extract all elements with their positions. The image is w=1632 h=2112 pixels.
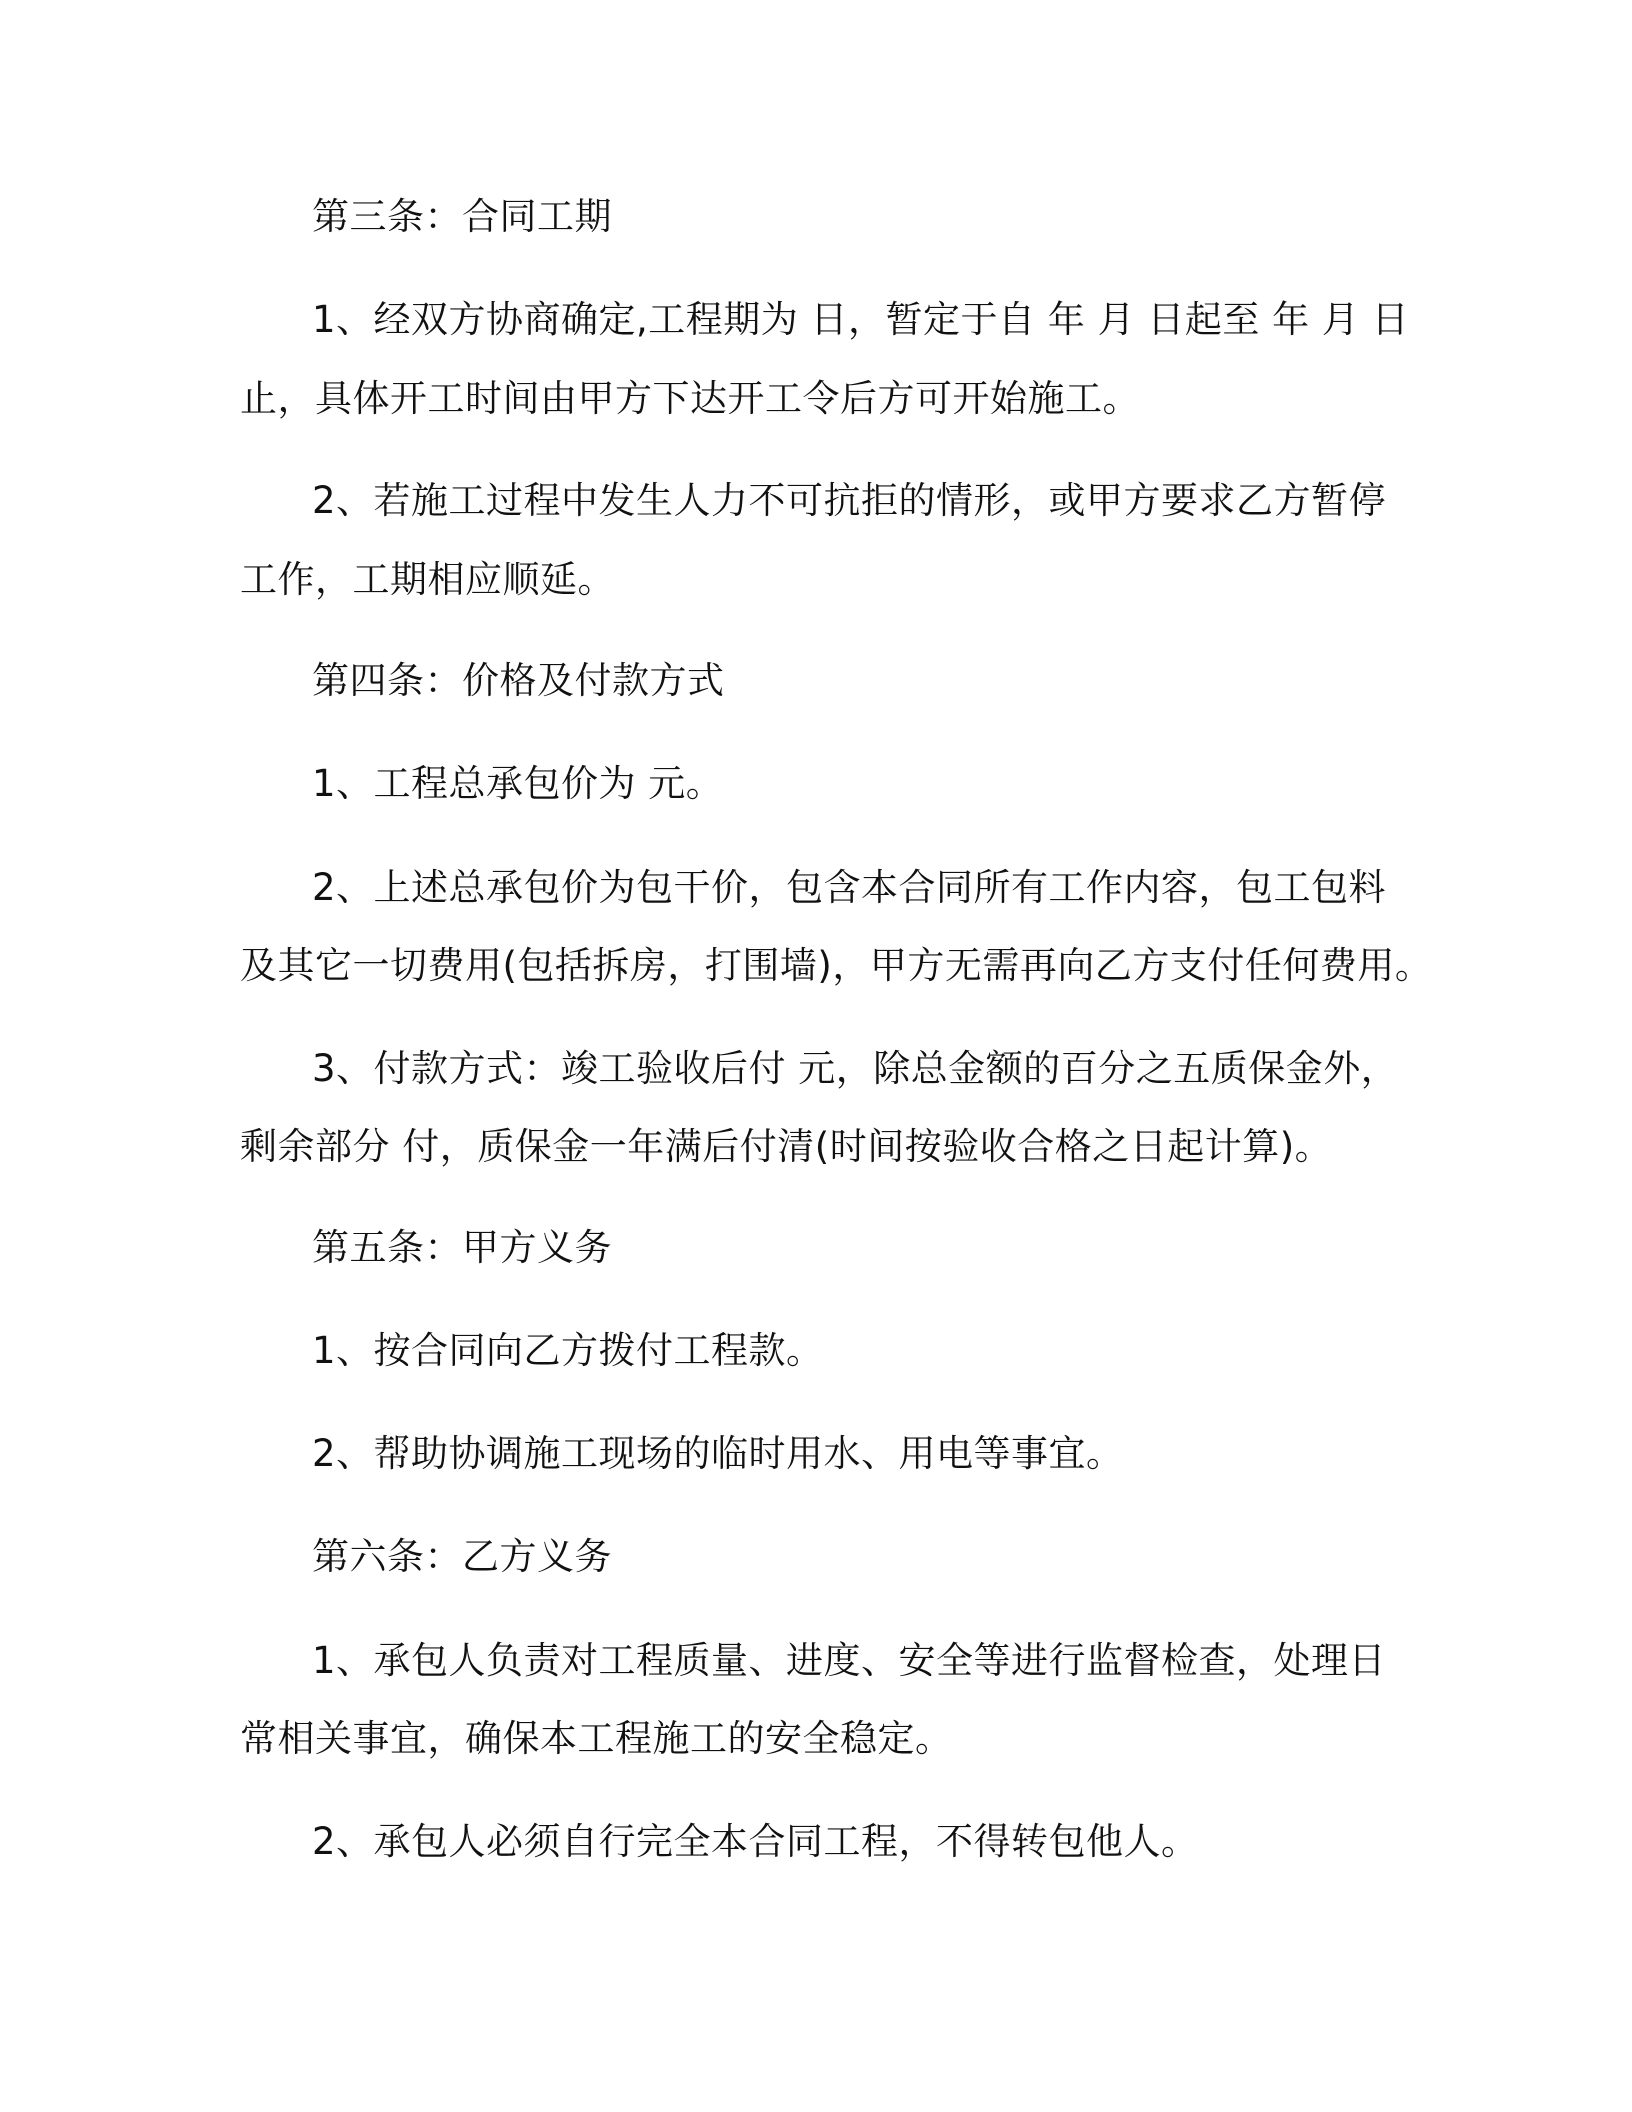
article-6-item-1-line-1: 1、承包人负责对工程质量、进度、安全等进行监督检查，处理日 bbox=[312, 1639, 1387, 1682]
article-3-heading: 第三条：合同工期 bbox=[312, 195, 612, 238]
article-3-item-2-line-1: 2、若施工过程中发生人力不可抗拒的情形，或甲方要求乙方暂停 bbox=[312, 479, 1387, 522]
article-6-item-1-line-2: 常相关事宜，确保本工程施工的安全稳定。 bbox=[240, 1717, 953, 1760]
article-3-item-1-line-2: 止，具体开工时间由甲方下达开工令后方可开始施工。 bbox=[240, 377, 1140, 420]
article-4-item-2-line-1: 2、上述总承包价为包干价，包含本合同所有工作内容，包工包料 bbox=[312, 866, 1387, 909]
article-5-item-1: 1、按合同向乙方拨付工程款。 bbox=[312, 1329, 824, 1372]
article-4-item-2-line-2: 及其它一切费用(包括拆房，打围墙)，甲方无需再向乙方支付任何费用。 bbox=[240, 944, 1433, 987]
article-5-heading: 第五条：甲方义务 bbox=[312, 1226, 612, 1269]
article-6-item-2: 2、承包人必须自行完全本合同工程，不得转包他人。 bbox=[312, 1820, 1199, 1863]
article-4-item-3-line-2: 剩余部分 付，质保金一年满后付清(时间按验收合格之日起计算)。 bbox=[240, 1125, 1333, 1168]
article-4-heading: 第四条：价格及付款方式 bbox=[312, 659, 725, 702]
article-5-item-2: 2、帮助协调施工现场的临时用水、用电等事宜。 bbox=[312, 1432, 1124, 1475]
article-6-heading: 第六条：乙方义务 bbox=[312, 1535, 612, 1578]
article-4-item-1: 1、工程总承包价为 元。 bbox=[312, 762, 724, 805]
article-3-item-2-line-2: 工作，工期相应顺延。 bbox=[240, 558, 615, 601]
article-3-item-1-line-1: 1、经双方协商确定,工程期为 日，暂定于自 年 月 日起至 年 月 日 bbox=[312, 298, 1410, 341]
article-4-item-3-line-1: 3、付款方式：竣工验收后付 元，除总金额的百分之五质保金外， bbox=[312, 1047, 1399, 1090]
